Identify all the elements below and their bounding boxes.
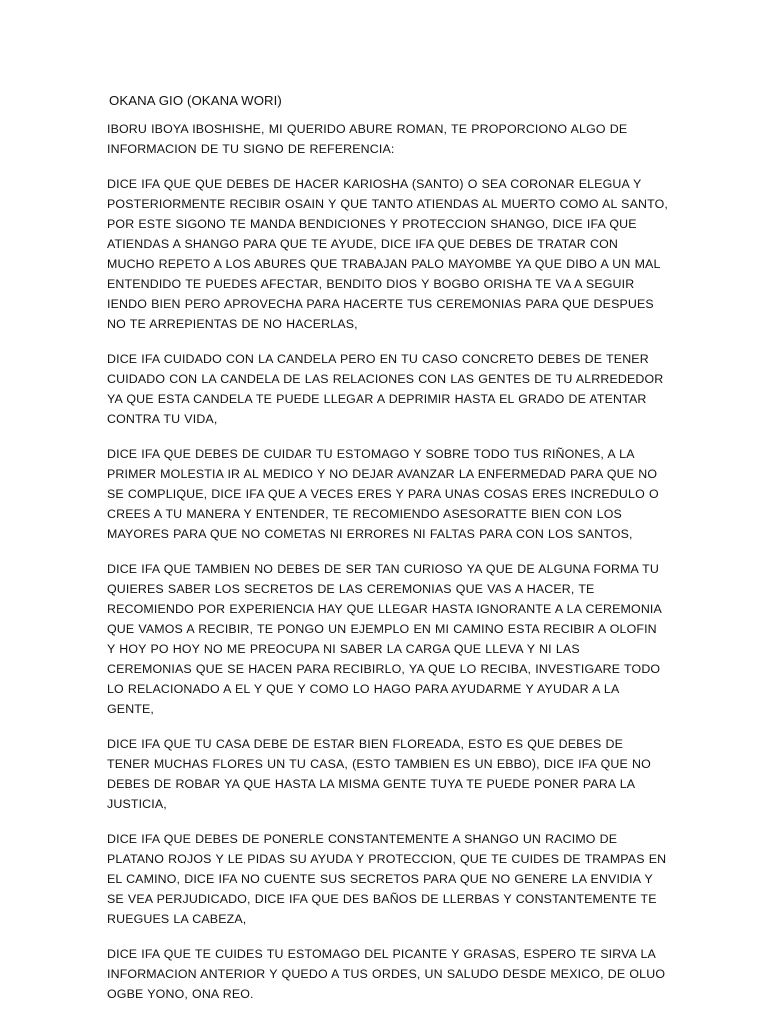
document-title: OKANA GIO (OKANA WORI)	[109, 93, 282, 108]
paragraph-greeting: IBORU IBOYA IBOSHISHE, MI QUERIDO ABURE ROMAN, TE PROPORCIONO ALGO DE INFORMACION DE TU SIGNO DE REFERENCIA:	[107, 122, 628, 156]
paragraph-casa-floreada: DICE IFA QUE TU CASA DEBE DE ESTAR BIEN FLOREADA, ESTO ES QUE DEBES DE TENER MUCHAS FLORES UN TU CASA, (ESTO TAMBIEN ES UN EBBO), DICE IFA QUE NO DEBES DE ROBAR YA QUE HASTA LA MISMA GENTE TUYA TE PUEDE PONER PARA LA JUSTICIA,	[107, 737, 651, 811]
paragraph-shango: DICE IFA QUE DEBES DE PONERLE CONSTANTEMENTE A SHANGO UN RACIMO DE PLATANO ROJOS Y LE PIDAS SU AYUDA Y PROTECCION, QUE TE CUIDES DE TRAMPAS EN EL CAMINO, DICE IFA NO CUENTE SUS SECRETOS PARA QUE NO GENERE LA ENVIDIA Y SE VEA PERJUDICADO, DICE IFA QUE DES BAÑOS DE LLERBAS Y CONSTANTEMENTE TE RUEGUES LA CABEZA,	[107, 832, 667, 926]
paragraph-candela: DICE IFA CUIDADO CON LA CANDELA PERO EN TU CASO CONCRETO DEBES DE TENER CUIDADO CON LA CANDELA DE LAS RELACIONES CON LAS GENTES DE TU ALRREDEDOR YA QUE ESTA CANDELA TE PUEDE LLEGAR A DEPRIMIR HASTA EL GRADO DE ATENTAR CONTRA TU VIDA,	[107, 352, 664, 426]
paragraph-kariosha: DICE IFA QUE QUE DEBES DE HACER KARIOSHA (SANTO) O SEA CORONAR ELEGUA Y POSTERIORMENTE RECIBIR OSAIN Y QUE TANTO ATIENDAS AL MUERTO COMO AL SANTO, POR ESTE SIGONO TE MANDA BENDICIONES Y PROTECCION SHANGO, DICE IFA QUE ATIENDAS A SHANGO PARA QUE TE AYUDE, DICE IFA QUE DEBES DE TRATAR CON MUCHO REPETO A LOS ABURES QUE TRABAJAN PALO MAYOMBE YA QUE DIBO A UN MAL ENTENDIDO TE PUEDES AFECTAR, BENDITO DIOS Y BOGBO ORISHA TE VA A SEGUIR IENDO BIEN PERO APROVECHA PARA HACERTE TUS CEREMONIAS PARA QUE DESPUES NO TE ARREPIENTAS DE NO HACERLAS,	[107, 177, 668, 331]
paragraph-closing: DICE IFA QUE TE CUIDES TU ESTOMAGO DEL PICANTE Y GRASAS, ESPERO TE SIRVA LA INFORMACION ANTERIOR Y QUEDO A TUS ORDES, UN SALUDO DESDE MEXICO, DE OLUO OGBE YONO, ONA REO.	[107, 947, 666, 1001]
paragraph-curioso: DICE IFA QUE TAMBIEN NO DEBES DE SER TAN CURIOSO YA QUE DE ALGUNA FORMA TU QUIERES SABER LOS SECRETOS DE LAS CEREMONIAS QUE VAS A HACER, TE RECOMIENDO POR EXPERIENCIA HAY QUE LLEGAR HASTA IGNORANTE A LA CEREMONIA QUE VAMOS A RECIBIR, TE PONGO UN EJEMPLO EN MI CAMINO ESTA RECIBIR A OLOFIN Y HOY PO HOY NO ME PREOCUPA NI SABER LA CARGA QUE LLEVA Y NI LAS CEREMONIAS QUE SE HACEN PARA RECIBIRLO, YA QUE LO RECIBA, INVESTIGARE TODO LO RELACIONADO A EL Y QUE Y COMO LO HAGO PARA AYUDARME Y AYUDAR A LA GENTE,	[107, 562, 662, 716]
paragraph-estomago: DICE IFA QUE DEBES DE CUIDAR TU ESTOMAGO Y SOBRE TODO TUS RIÑONES, A LA PRIMER MOLESTIA IR AL MEDICO Y NO DEJAR AVANZAR LA ENFERMEDAD PARA QUE NO SE COMPLIQUE, DICE IFA QUE A VECES ERES Y PARA UNAS COSAS ERES INCREDULO O CREES A TU MANERA Y ENTENDER, TE RECOMIENDO ASESORATTE BIEN CON LOS MAYORES PARA QUE NO COMETAS NI ERRORES NI FALTAS PARA CON LOS SANTOS,	[107, 447, 659, 541]
